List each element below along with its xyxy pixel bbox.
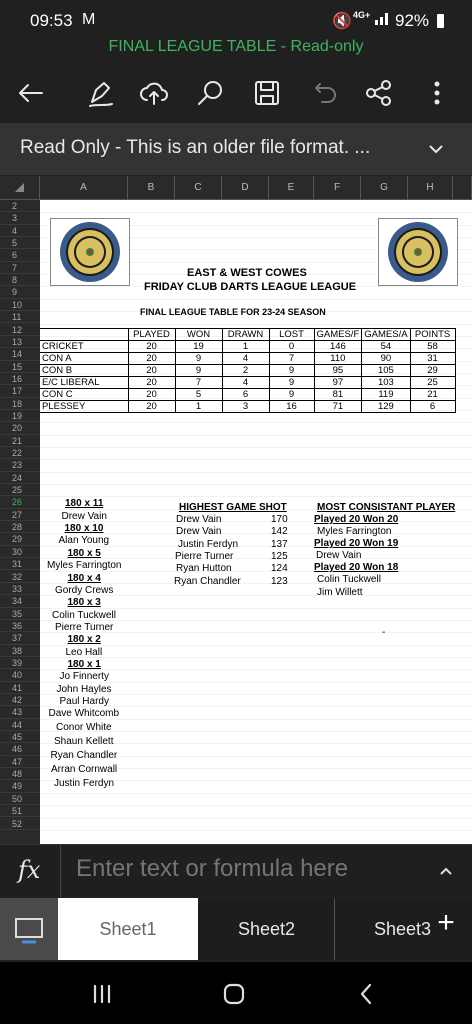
table-cell[interactable]: 90 <box>362 353 410 365</box>
table-cell[interactable]: 6 <box>410 401 455 413</box>
row-header[interactable]: 37 <box>0 632 40 644</box>
back-nav-icon[interactable] <box>352 980 380 1008</box>
table-cell[interactable]: 19 <box>175 341 222 353</box>
ton-eighty-heading: 180 x 1 <box>67 658 101 670</box>
table-cell[interactable]: CRICKET <box>40 341 128 353</box>
row-header[interactable]: 28 <box>0 521 40 533</box>
row-header[interactable]: 9 <box>0 286 40 298</box>
player-name: Alan Young <box>58 535 110 547</box>
sheet-subtitle: FINAL LEAGUE TABLE FOR 23-24 SEASON <box>140 307 326 317</box>
consistent-1-player: Myles Farrington <box>317 526 392 537</box>
row-header[interactable]: 36 <box>0 620 40 632</box>
signal-icon <box>374 10 392 26</box>
table-cell[interactable]: 7 <box>269 353 314 365</box>
battery-icon <box>437 14 444 28</box>
row-header[interactable]: 15 <box>0 361 40 373</box>
home-icon[interactable] <box>220 980 248 1008</box>
high-shot-player: Drew Vain <box>176 526 222 538</box>
row-header[interactable]: 31 <box>0 558 40 570</box>
high-shot-score: 142 <box>271 526 288 538</box>
row-header[interactable]: 11 <box>0 311 40 323</box>
table-row <box>40 389 455 401</box>
grid-line <box>40 533 472 534</box>
grid-line <box>40 484 472 485</box>
table-cell[interactable]: 20 <box>128 353 175 365</box>
player-name: Shaun Kellett <box>54 736 114 748</box>
player-name: Colin Tuckwell <box>52 609 116 621</box>
table-cell[interactable]: LOST <box>269 329 314 341</box>
player-name: Arran Cornwall <box>51 764 118 776</box>
high-shot-player: Ryan Hutton <box>176 563 232 575</box>
fx-icon[interactable]: fx <box>18 856 41 884</box>
high-shot-player: Drew Vain <box>176 514 222 525</box>
notification-icon: M <box>82 11 96 28</box>
player-name: Ryan Chandler <box>50 750 118 762</box>
save-icon[interactable] <box>250 76 284 110</box>
player-name: John Hayles <box>56 683 112 695</box>
consistent-2-player: Drew Vain <box>316 550 362 561</box>
table-cell[interactable]: POINTS <box>410 329 455 341</box>
player-name: Paul Hardy <box>59 696 109 707</box>
grid-line <box>40 447 472 448</box>
tab-sheet1[interactable]: Sheet1 <box>58 898 198 960</box>
grid-line <box>40 496 472 497</box>
table-cell[interactable]: 6 <box>222 389 269 401</box>
consistent-1-label: Played 20 Won 20 <box>314 514 399 525</box>
row-header[interactable]: 3 <box>0 212 40 224</box>
ton-eighty-heading: 180 x 11 <box>65 498 104 510</box>
table-cell[interactable]: 3 <box>222 401 269 413</box>
grid-line <box>40 830 472 831</box>
row-header[interactable]: 46 <box>0 743 40 755</box>
table-row <box>40 377 455 389</box>
grid-line <box>40 459 472 460</box>
dartboard-logo-right <box>378 218 458 286</box>
select-all-corner[interactable] <box>0 176 40 200</box>
row-header[interactable]: 25 <box>0 484 40 496</box>
row-header[interactable]: 41 <box>0 682 40 694</box>
column-header[interactable]: H <box>408 176 453 200</box>
row-header[interactable]: 52 <box>0 818 40 830</box>
table-cell[interactable]: 97 <box>314 377 362 389</box>
cloud-upload-icon[interactable] <box>137 76 171 110</box>
row-header[interactable]: 26 <box>0 496 40 508</box>
player-name: Justin Ferdyn <box>54 778 115 790</box>
grid-line <box>40 608 472 609</box>
high-shot-score: 137 <box>271 538 288 550</box>
grid-line <box>40 645 472 646</box>
status-time: 09:53 <box>30 11 73 30</box>
row-header[interactable]: 51 <box>0 805 40 817</box>
row-header[interactable]: 8 <box>0 274 40 286</box>
column-header[interactable]: G <box>361 176 408 200</box>
table-cell[interactable]: 105 <box>362 365 410 377</box>
row-header[interactable]: 40 <box>0 669 40 681</box>
row-header[interactable]: 49 <box>0 780 40 792</box>
table-row <box>40 365 455 377</box>
battery-level: 92% <box>395 11 430 30</box>
row-headers <box>0 200 40 844</box>
status-bar <box>0 0 472 40</box>
consistent-3-player: Colin Tuckwell <box>317 574 381 585</box>
player-name: Gordy Crews <box>55 584 114 596</box>
player-name: Jo Finnerty <box>59 671 109 683</box>
ton-eighty-heading: 180 x 4 <box>67 572 101 584</box>
column-header[interactable]: F <box>314 176 361 200</box>
table-cell[interactable]: 129 <box>362 401 410 413</box>
row-header[interactable]: 17 <box>0 385 40 397</box>
table-cell[interactable]: CON C <box>40 389 128 401</box>
chevron-down-icon[interactable] <box>424 137 448 161</box>
table-cell[interactable]: WON <box>175 329 222 341</box>
table-cell[interactable]: 58 <box>410 341 455 353</box>
row-header[interactable]: 35 <box>0 608 40 620</box>
row-header[interactable]: 19 <box>0 410 40 422</box>
row-header[interactable]: 14 <box>0 348 40 360</box>
search-icon[interactable] <box>194 76 228 110</box>
table-cell[interactable]: 9 <box>269 365 314 377</box>
consistent-title: MOST CONSISTANT PLAYER <box>317 502 456 513</box>
row-header[interactable]: 34 <box>0 595 40 607</box>
row-header[interactable]: 50 <box>0 793 40 805</box>
table-header-row <box>40 329 455 341</box>
row-header[interactable]: 24 <box>0 472 40 484</box>
tab-sheet3[interactable]: Sheet3 <box>336 898 424 960</box>
dartboard-logo-left <box>50 218 130 286</box>
row-header[interactable]: 44 <box>0 719 40 731</box>
table-cell[interactable]: 1 <box>175 401 222 413</box>
table-cell[interactable]: GAMES/A <box>362 329 410 341</box>
row-header[interactable]: 12 <box>0 324 40 336</box>
formula-input[interactable] <box>76 855 406 883</box>
row-header[interactable]: 7 <box>0 262 40 274</box>
ton-eighty-heading: 180 x 5 <box>67 547 101 559</box>
row-header[interactable]: 20 <box>0 422 40 434</box>
row-header[interactable]: 22 <box>0 447 40 459</box>
grid-line <box>40 669 472 670</box>
table-cell[interactable]: 110 <box>314 353 362 365</box>
row-header[interactable]: 21 <box>0 435 40 447</box>
table-cell[interactable]: 2 <box>222 365 269 377</box>
network-type: 4G+ <box>353 10 371 20</box>
table-cell[interactable]: 21 <box>410 389 455 401</box>
grid-line <box>40 212 472 213</box>
back-icon[interactable] <box>14 76 48 110</box>
row-header[interactable]: 47 <box>0 756 40 768</box>
table-cell[interactable]: 20 <box>128 341 175 353</box>
row-header[interactable]: 5 <box>0 237 40 249</box>
row-header[interactable]: 38 <box>0 645 40 657</box>
high-shot-score: 170 <box>271 514 288 525</box>
sheet-title-1: EAST & WEST COWES <box>187 267 307 279</box>
banner-text: Read Only - This is an older file format. ... <box>20 137 371 158</box>
high-shot-score: 123 <box>271 575 288 587</box>
table-row <box>40 341 455 353</box>
share-icon[interactable] <box>362 76 396 110</box>
row-header[interactable]: 43 <box>0 706 40 718</box>
row-header[interactable]: 42 <box>0 694 40 706</box>
toolbar <box>0 70 472 120</box>
grid-line <box>40 583 472 584</box>
formula-bar <box>0 844 472 896</box>
high-shot-player: Pierre Turner <box>175 551 234 563</box>
consistent-2-label: Played 20 Won 19 <box>314 538 399 549</box>
grid-line <box>40 805 472 806</box>
table-cell[interactable]: 9 <box>269 377 314 389</box>
row-header[interactable]: 16 <box>0 373 40 385</box>
sheet-tabs-bar <box>0 898 472 960</box>
table-cell[interactable]: CON B <box>40 365 128 377</box>
grid-line <box>40 299 472 300</box>
mute-icon: 🔇 <box>332 13 352 30</box>
player-name: Myles Farrington <box>47 560 122 572</box>
table-cell[interactable]: 119 <box>362 389 410 401</box>
row-header[interactable]: 48 <box>0 768 40 780</box>
table-cell[interactable]: 25 <box>410 377 455 389</box>
stray-dash: - <box>382 627 386 638</box>
row-header[interactable]: 33 <box>0 583 40 595</box>
grid-line <box>40 657 472 658</box>
consistent-3-label: Played 20 Won 18 <box>314 562 399 573</box>
column-header[interactable]: E <box>269 176 314 200</box>
table-cell[interactable]: GAMES/F <box>314 329 362 341</box>
table-cell[interactable]: 16 <box>269 401 314 413</box>
column-header[interactable]: B <box>128 176 175 200</box>
column-header[interactable]: A <box>40 176 128 200</box>
high-shot-player: Ryan Chandler <box>174 575 241 587</box>
row-header[interactable]: 10 <box>0 299 40 311</box>
sheet-title-2: FRIDAY CLUB DARTS LEAGUE LEAGUE <box>144 281 357 293</box>
system-nav-bar <box>0 962 472 1024</box>
highest-shot-title: HIGHEST GAME SHOT <box>179 502 287 513</box>
table-cell[interactable]: 20 <box>128 401 175 413</box>
add-sheet-icon[interactable]: + <box>437 906 455 939</box>
row-header[interactable]: 32 <box>0 571 40 583</box>
grid-line <box>40 818 472 819</box>
column-header[interactable]: C <box>175 176 222 200</box>
table-cell[interactable]: 29 <box>410 365 455 377</box>
read-only-banner[interactable] <box>0 123 472 175</box>
high-shot-score: 125 <box>271 551 288 563</box>
player-name: Drew Vain <box>61 510 107 522</box>
column-header[interactable] <box>453 176 472 200</box>
row-header[interactable]: 6 <box>0 249 40 261</box>
high-shot-score: 124 <box>271 563 288 575</box>
spreadsheet-grid[interactable] <box>0 176 472 844</box>
player-name: Dave Whitcomb <box>48 708 120 720</box>
table-cell[interactable]: 146 <box>314 341 362 353</box>
table-cell[interactable]: 4 <box>222 353 269 365</box>
undo-icon <box>306 76 340 110</box>
table-cell[interactable]: 81 <box>314 389 362 401</box>
column-header[interactable]: D <box>222 176 269 200</box>
table-cell[interactable]: DRAWN <box>222 329 269 341</box>
sheet-view-button[interactable] <box>0 898 58 960</box>
chevron-up-icon[interactable] <box>436 861 456 881</box>
table-cell[interactable]: 5 <box>175 389 222 401</box>
table-cell[interactable]: 31 <box>410 353 455 365</box>
table-row <box>40 401 455 413</box>
row-header[interactable]: 23 <box>0 459 40 471</box>
table-cell[interactable]: CON A <box>40 353 128 365</box>
grid-line <box>40 324 472 325</box>
table-cell[interactable]: PLAYED <box>128 329 175 341</box>
table-cell[interactable]: 9 <box>175 353 222 365</box>
table-cell[interactable] <box>40 329 128 341</box>
row-header[interactable]: 2 <box>0 200 40 212</box>
table-cell[interactable]: 20 <box>128 377 175 389</box>
consistent-3-player: Jim Willett <box>317 587 363 598</box>
table-cell[interactable]: 54 <box>362 341 410 353</box>
grid-line <box>40 558 472 559</box>
table-cell[interactable]: 9 <box>269 389 314 401</box>
sheet-view-icon <box>0 898 58 960</box>
table-cell[interactable]: 0 <box>269 341 314 353</box>
grid-line <box>40 422 472 423</box>
ton-eighty-heading: 180 x 2 <box>67 634 101 646</box>
table-row <box>40 353 455 365</box>
player-name: Conor White <box>56 722 112 734</box>
table-cell[interactable]: 95 <box>314 365 362 377</box>
table-cell[interactable]: 4 <box>222 377 269 389</box>
player-name: Pierre Turner <box>55 621 114 633</box>
row-header[interactable]: 13 <box>0 336 40 348</box>
table-cell[interactable]: 7 <box>175 377 222 389</box>
grid-line <box>40 793 472 794</box>
table-cell[interactable]: PLESSEY <box>40 401 128 413</box>
more-icon[interactable] <box>420 76 454 110</box>
file-title: FINAL LEAGUE TABLE - Read-only <box>108 38 364 55</box>
row-header[interactable]: 27 <box>0 509 40 521</box>
table-cell[interactable]: 20 <box>128 389 175 401</box>
draw-icon[interactable] <box>84 76 118 110</box>
high-shot-player: Justin Ferdyn <box>178 538 239 550</box>
tab-sheet2[interactable]: Sheet2 <box>199 898 335 960</box>
table-cell[interactable]: E/C LIBERAL <box>40 377 128 389</box>
player-name: Leo Hall <box>65 646 103 658</box>
table-cell[interactable]: 1 <box>222 341 269 353</box>
grid-line <box>40 435 472 436</box>
ton-eighty-heading: 180 x 3 <box>67 597 101 609</box>
league-table <box>40 328 456 413</box>
table-cell[interactable]: 20 <box>128 365 175 377</box>
table-cell[interactable]: 103 <box>362 377 410 389</box>
table-cell[interactable]: 71 <box>314 401 362 413</box>
row-header[interactable]: 45 <box>0 731 40 743</box>
recent-apps-icon[interactable] <box>88 980 116 1008</box>
ton-eighty-heading: 180 x 10 <box>64 523 104 535</box>
table-cell[interactable]: 9 <box>175 365 222 377</box>
row-header[interactable]: 29 <box>0 533 40 545</box>
row-header[interactable]: 18 <box>0 398 40 410</box>
row-header[interactable]: 39 <box>0 657 40 669</box>
row-header[interactable]: 30 <box>0 546 40 558</box>
row-header[interactable]: 4 <box>0 225 40 237</box>
grid-line <box>40 472 472 473</box>
